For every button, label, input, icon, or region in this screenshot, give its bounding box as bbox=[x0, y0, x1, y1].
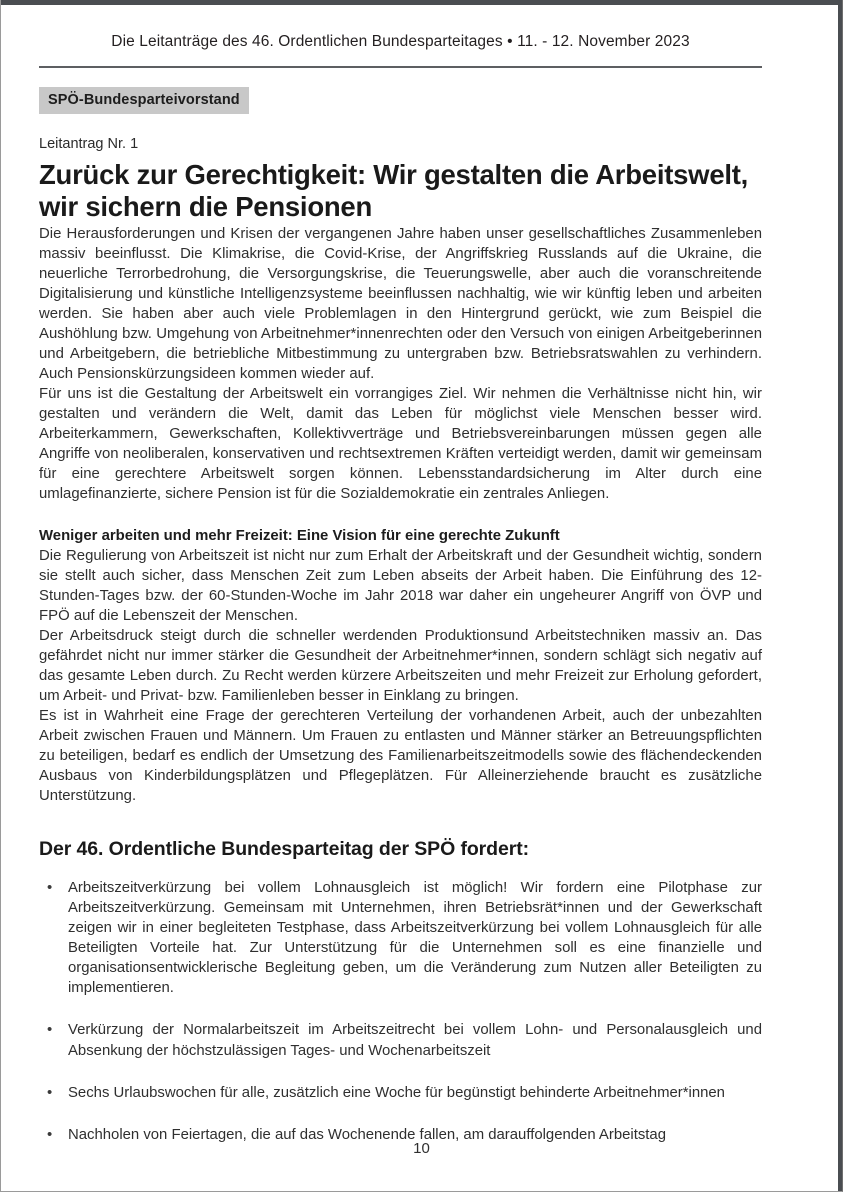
demands-section-title: Der 46. Ordentliche Bundesparteitag der SPÖ fordert: bbox=[39, 838, 529, 861]
body-paragraph-1: Die Herausforderungen und Krisen der vergangenen Jahre haben unser gesellschaftliches Zusammenleben massiv beeinflusst. Die Klimakrise, die Covid-Krise, der Angriffskrieg Russlands auf die Ukraine, die neuerliche Terrorbedrohung, die Versorgungskrise, die Teuerungswelle, aber auch die voranschreitende Digitalisierung und künstliche Intelligenzsysteme beeinflussen nachhaltig, wie wir künftig leben und arbeiten werden. Sie haben aber auch viele Problemlagen in den Hintergrund gerückt, wie zum Beispiel die Aushöhlung bzw. Umgehung von Arbeitnehmer*innenrechten oder den Versuch von einigen Arbeitgeberinnen und Arbeitgebern, die betriebliche Mitbestimmung zu untergraben bzw. Betriebsratswahlen zu verhindern. Auch Pensionskürzungsideen kommen wieder auf. bbox=[39, 225, 762, 383]
list-item-text: Verkürzung der Normalarbeitszeit im Arbeitszeitrecht bei vollem Lohn- und Personalausgleich und Absenkung der höchstzulässigen Tages- und Wochenarbeitszeit bbox=[68, 1022, 762, 1059]
status-badge: SPÖ-Bundesparteivorstand bbox=[39, 87, 249, 114]
page-number: 10 bbox=[413, 1140, 430, 1157]
body-paragraph-2: Für uns ist die Gestaltung der Arbeitswelt ein vorrangiges Ziel. Wir nehmen die Verhältnisse nicht hin, wir gestalten und verändern die Welt, damit das Leben für möglichst viele Menschen besser wird. Arbeiterkammern, Gewerkschaften, Kollektivverträge und Betriebsvereinbarungen müssen gegen alle Angriffe von neoliberalen, konservativen und rechtsextremen Kräften verteidigt werden, damit wir gemeinsam für eine gerechtere Arbeitswelt sorgen können. Lebensstandardsicherung im Alter durch eine umlagefinanzierte, sichere Pension ist für die Sozialdemokratie ein zentrales Anliegen. bbox=[39, 386, 762, 503]
subsection-heading: Weniger arbeiten und mehr Freizeit: Eine Vision für eine gerechte Zukunft bbox=[39, 527, 560, 544]
subsection-block bbox=[39, 526, 762, 626]
badge-row bbox=[39, 87, 762, 114]
bullet-icon: • bbox=[47, 880, 53, 897]
document-kicker: Leitantrag Nr. 1 bbox=[39, 136, 139, 152]
header-rule bbox=[39, 66, 762, 68]
bullet-icon: • bbox=[47, 1022, 53, 1039]
list-item bbox=[39, 1083, 762, 1103]
list-item bbox=[39, 878, 762, 998]
demands-list bbox=[39, 878, 762, 1144]
page-title: Zurück zur Gerechtigkeit: Wir gestalten die Arbeitswelt, wir sichern die Pensionen bbox=[39, 159, 749, 223]
body-paragraph-4: Es ist in Wahrheit eine Frage der gerechteren Verteilung der vorhandenen Arbeit, auch der unbezahlten Arbeit zwischen Frauen und Männern. Um Frauen zu entlasten und Männer stärker an Betreuungspflichten zu beteiligen, bedarf es endlich der Umsetzung des Familienarbeitszeitmodells sowie des flächendeckenden Ausbaus von Kinderbildungsplätzen und Pflegeplätzen. Für Alleinerziehende braucht es zusätzliche Unterstützung. bbox=[39, 707, 762, 805]
subsection-paragraph: Die Regulierung von Arbeitszeit ist nicht nur zum Erhalt der Arbeitskraft und der Gesundheit wichtig, sondern sie stellt auch sicher, dass Menschen Zeit zum Leben abseits der Arbeit haben. Die Einführung des 12-Stunden-Tages bzw. der 60-Stunden-Woche im Jahr 2018 war daher ein ungeheurer Angriff von ÖVP und FPÖ auf die Lebenszeit der Menschen. bbox=[39, 547, 762, 624]
running-head: Die Leitanträge des 46. Ordentlichen Bundesparteitages • 11. - 12. November 2023 bbox=[111, 33, 690, 50]
page-content bbox=[1, 0, 840, 1145]
list-item-text: Arbeitszeitverkürzung bei vollem Lohnausgleich ist möglich! Wir fordern eine Pilotphase zur Arbeitszeitverkürzung. Gemeinsam mit Unternehmen, ihren Betriebsrät*innen und der Gewerkschaft zeigen wir in einer begleiteten Testphase, dass Arbeitszeitverkürzung bei vollem Lohnausgleich für alle Beteiligten Vorteile hat. Zur Unterstützung für die Unternehmen soll es eine finanzielle und organisationsentwicklerische Begleitung geben, um die Veränderung zum Nutzen aller Beteiligten zu implementieren. bbox=[68, 880, 762, 997]
list-item-text: Nachholen von Feiertagen, die auf das Wochenende fallen, am darauffolgenden Arbeitstag bbox=[68, 1126, 666, 1143]
bullet-icon: • bbox=[47, 1084, 53, 1101]
bullet-icon: • bbox=[47, 1126, 53, 1143]
list-item bbox=[39, 1020, 762, 1060]
body-paragraph-3: Der Arbeitsdruck steigt durch die schneller werdenden Produktionsund Arbeitstechniken massiv an. Das gefährdet nicht nur immer stärker die Gesundheit der Arbeitnehmer*innen, sondern schlägt sich negativ auf das gesamte Leben durch. Zu Recht werden kürzere Arbeitszeiten und mehr Freizeit zur Erholung gefordert, um Arbeit- und Privat- bzw. Familienleben besser in Einklang zu bringen. bbox=[39, 627, 762, 704]
list-item-text: Sechs Urlaubswochen für alle, zusätzlich eine Woche für begünstigt behinderte Arbeitnehmer*innen bbox=[68, 1084, 725, 1101]
